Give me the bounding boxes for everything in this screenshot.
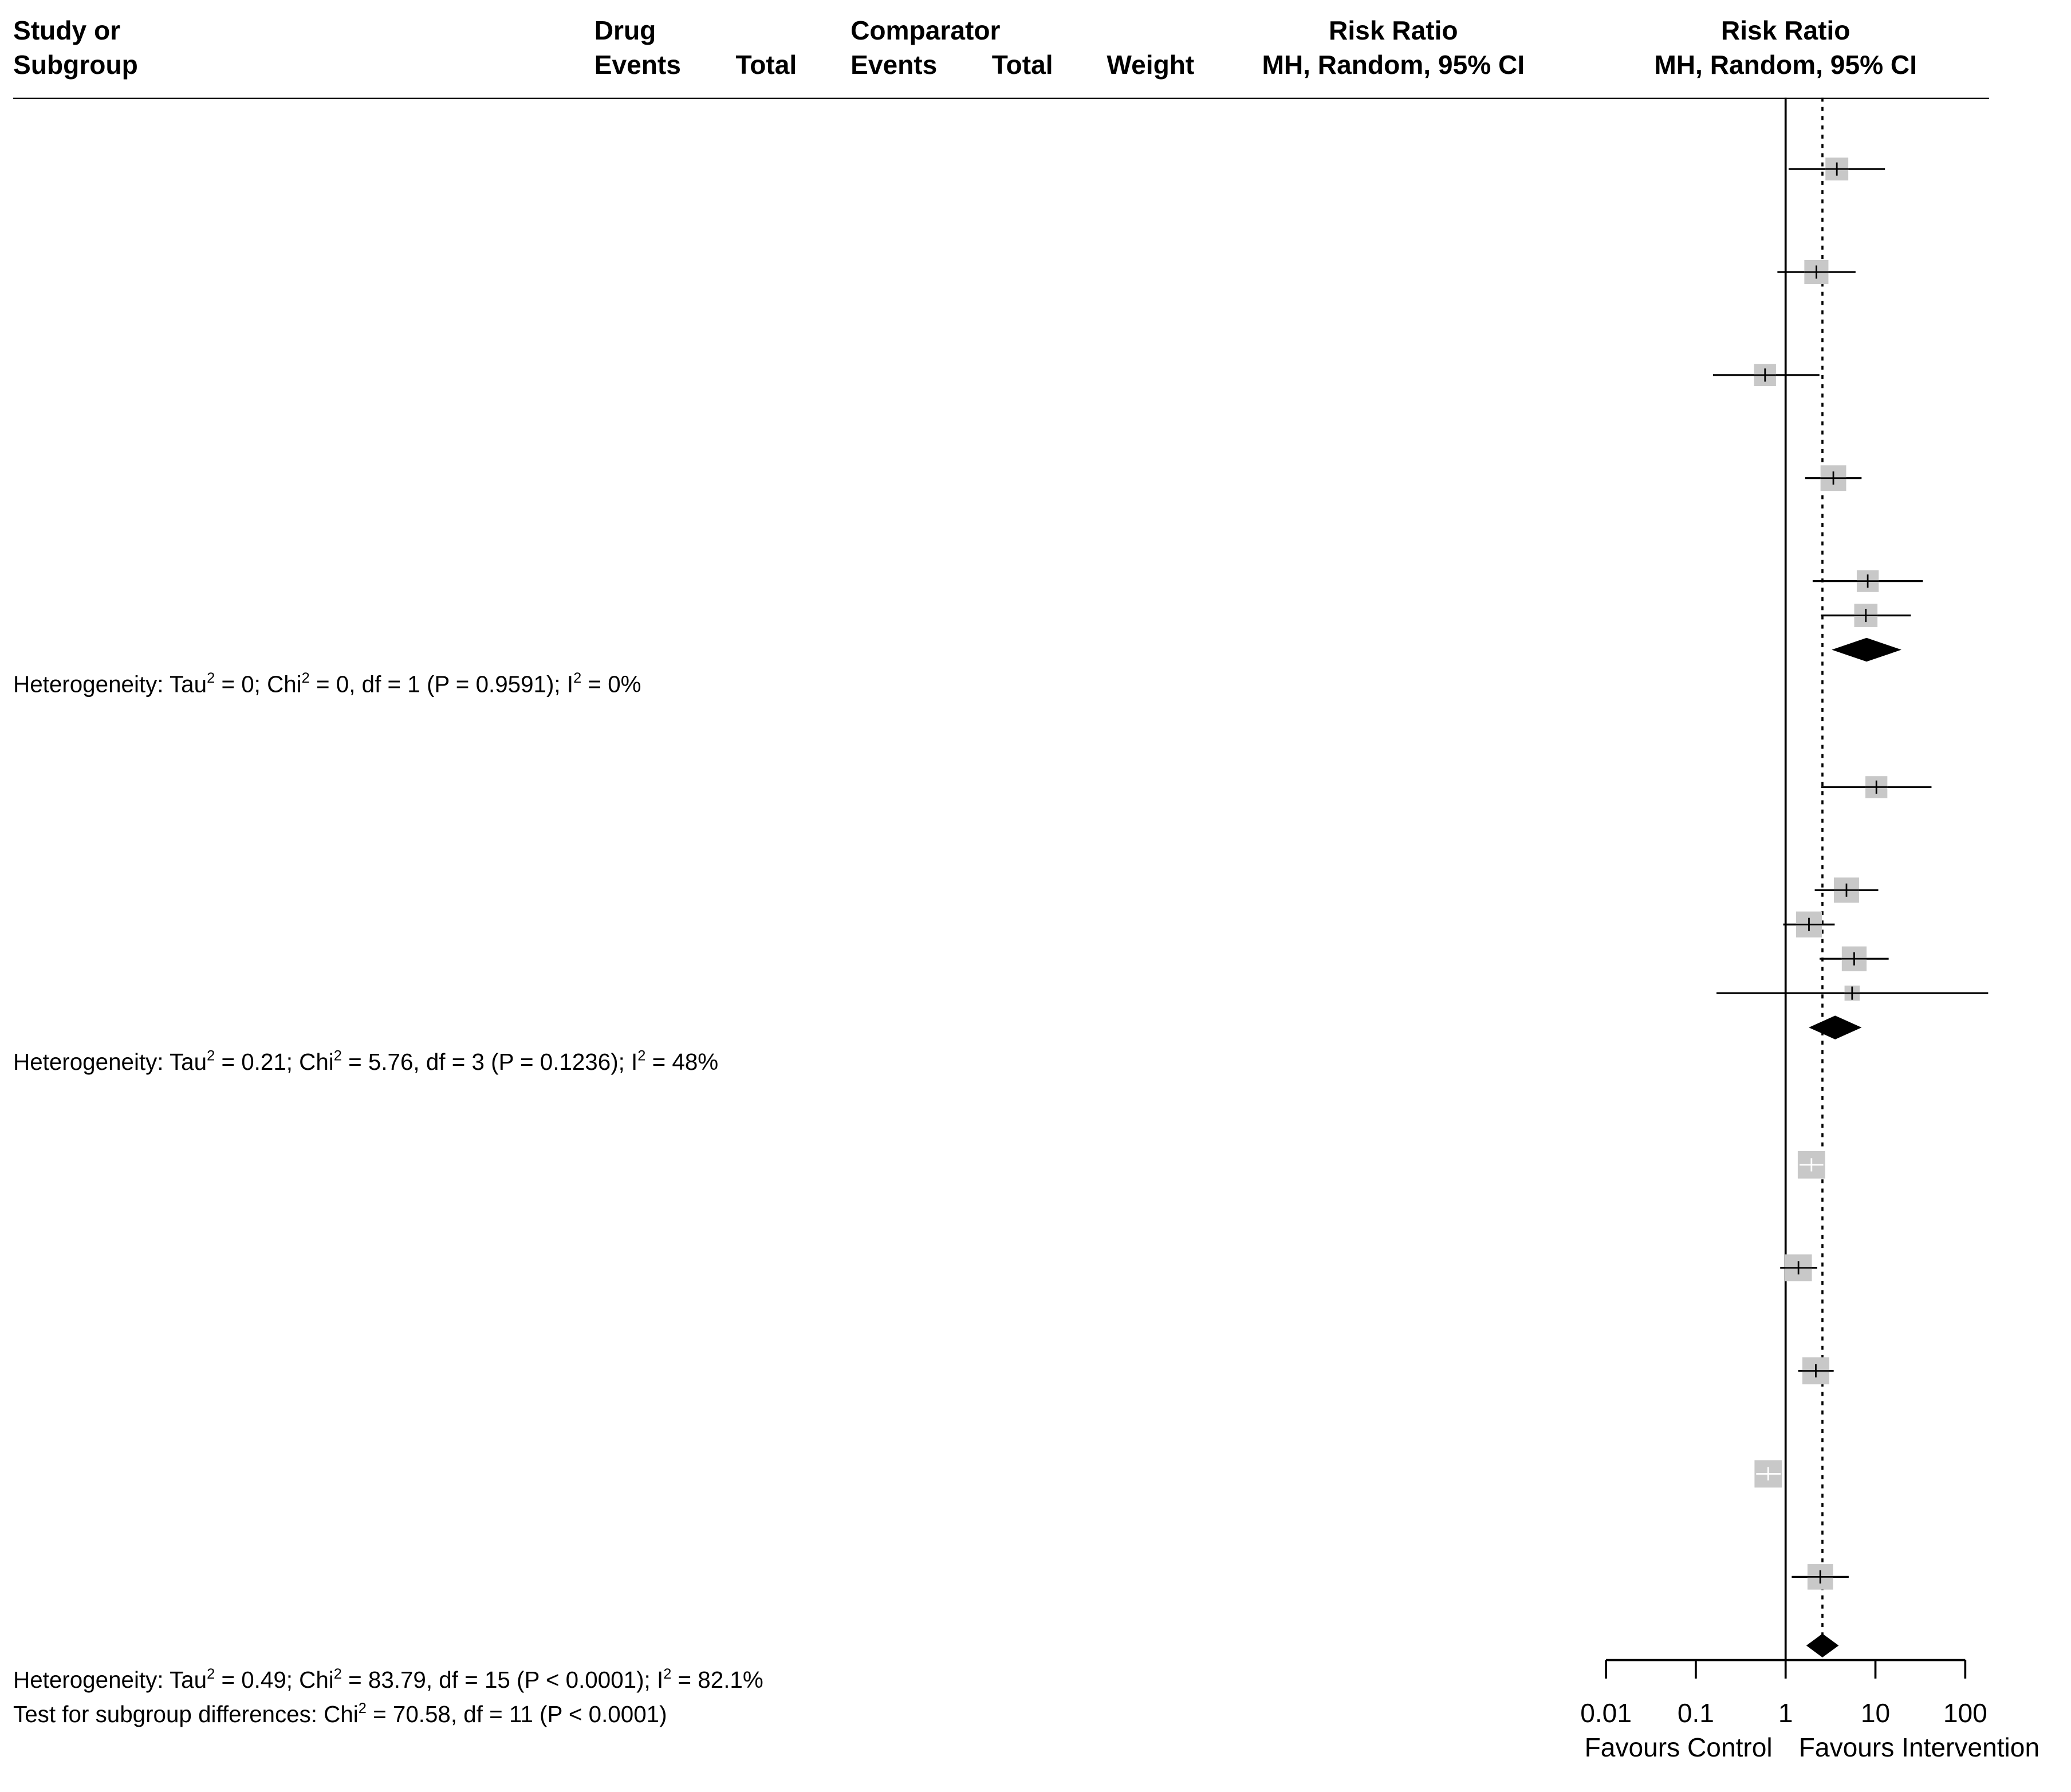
header-comparator: Comparator — [851, 17, 1001, 46]
x-tick-label: 0.01 — [1580, 1698, 1632, 1728]
superscript: 2 — [333, 1048, 342, 1065]
het-text: = 5.76, df = 3 (P = 0.1236); I — [341, 1048, 638, 1076]
superscript: 2 — [207, 1048, 215, 1065]
header-risk-ratio: Risk Ratio — [1329, 17, 1458, 46]
header-study-line2: Subgroup — [13, 51, 138, 81]
het-text: Heterogeneity: Tau — [13, 1667, 207, 1693]
het-text: = 48% — [645, 1048, 719, 1076]
superscript: 2 — [333, 1667, 342, 1683]
superscript: 2 — [637, 1048, 646, 1065]
header-plot-risk-ratio: Risk Ratio — [1720, 17, 1850, 46]
het-text: = 0% — [581, 671, 641, 698]
superscript: 2 — [358, 1701, 367, 1717]
favours-intervention-label: Favours Intervention — [1798, 1732, 2040, 1762]
het-text: = 83.79, df = 15 (P < 0.0001); I — [341, 1667, 664, 1693]
x-tick-label: 1 — [1778, 1698, 1793, 1728]
header-comparator-total: Total — [991, 51, 1053, 81]
het-text: = 82.1% — [671, 1667, 763, 1693]
header-drug-total: Total — [735, 51, 797, 81]
het-text: = 0, df = 1 (P = 0.9591); I — [309, 671, 574, 698]
header-plot-method: MH, Random, 95% CI — [1654, 51, 1918, 81]
favours-control-label: Favours Control — [1584, 1732, 1773, 1762]
superscript: 2 — [207, 671, 215, 687]
superscript: 2 — [573, 671, 582, 687]
het-text: Heterogeneity: Tau — [13, 671, 207, 698]
x-tick-label: 10 — [1860, 1698, 1891, 1728]
header-weight: Weight — [1107, 51, 1195, 81]
het-text: Heterogeneity: Tau — [13, 1048, 207, 1076]
header-risk-ratio-method: MH, Random, 95% CI — [1262, 51, 1525, 81]
header-study-line1: Study or — [13, 17, 121, 46]
het-text: = 0.21; Chi — [215, 1048, 334, 1076]
summary-diamond — [1809, 1015, 1861, 1039]
het-text: Test for subgroup differences: Chi — [13, 1701, 359, 1728]
header-drug: Drug — [594, 17, 656, 46]
summary-diamond — [1806, 1634, 1839, 1658]
superscript: 2 — [207, 1667, 215, 1683]
het-text: = 0; Chi — [215, 671, 302, 698]
superscript: 2 — [301, 671, 310, 687]
superscript: 2 — [663, 1667, 672, 1683]
x-tick-label: 100 — [1943, 1698, 1987, 1728]
x-tick-label: 0.1 — [1677, 1698, 1714, 1728]
het-text: = 70.58, df = 11 (P < 0.0001) — [366, 1701, 667, 1728]
header-drug-events: Events — [594, 51, 681, 81]
het-text: = 0.49; Chi — [215, 1667, 334, 1693]
summary-diamond — [1832, 638, 1901, 662]
header-comparator-events: Events — [851, 51, 938, 81]
